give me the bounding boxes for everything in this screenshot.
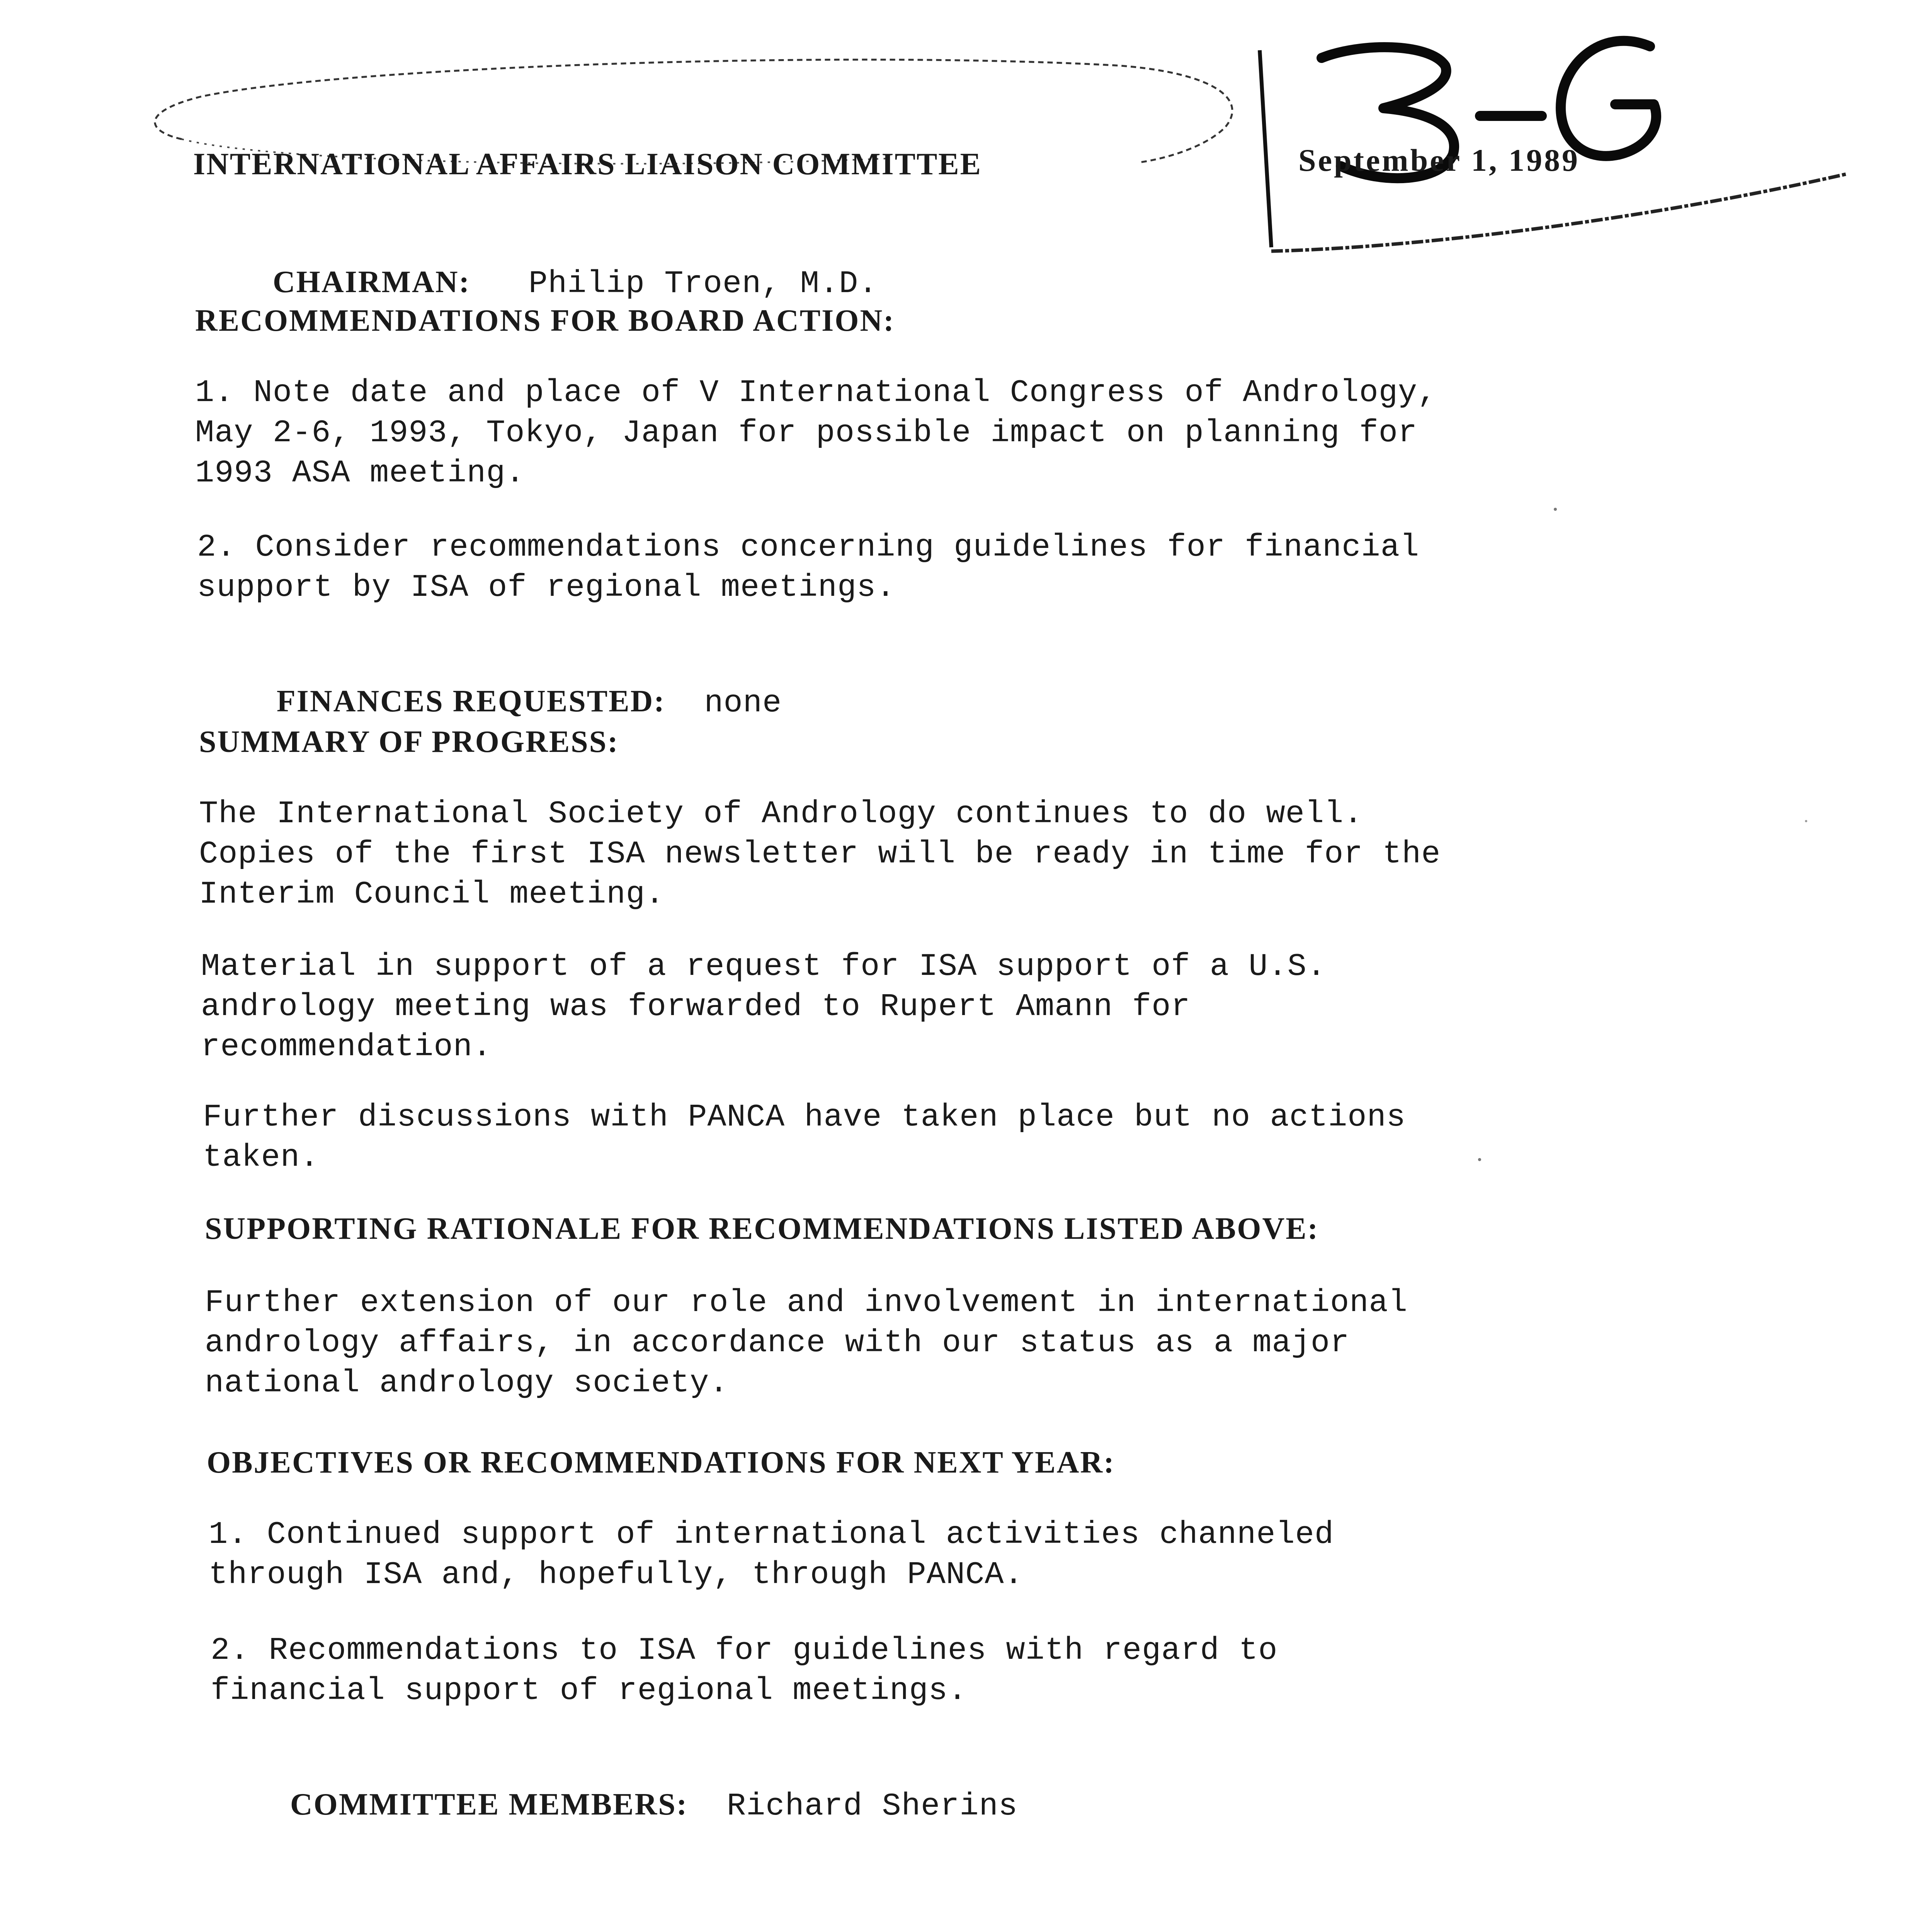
date-box-bottom: [1271, 174, 1847, 251]
board-recommendation-item: 2. Consider recommendations concerning guidelines for financial support by ISA of regional meetings.: [197, 529, 1420, 605]
committee-title: INTERNATIONAL AFFAIRS LIAISON COMMITTEE: [193, 147, 982, 181]
date-box-left: [1260, 50, 1271, 247]
objectives-item: 1. Continued support of international activities channeled through ISA and, hopefully, through PANCA.: [209, 1517, 1334, 1593]
objectives-item: 2. Recommendations to ISA for guidelines with regard to financial support of regional meetings.: [211, 1633, 1278, 1709]
board-recommendations-heading: RECOMMENDATIONS FOR BOARD ACTION:: [195, 304, 895, 338]
finances-label: FINANCES REQUESTED:: [276, 684, 665, 718]
summary-paragraph: Material in support of a request for ISA support of a U.S. andrology meeting was forwarded to Rupert Amann for recommendation.: [201, 949, 1327, 1065]
summary-paragraph: The International Society of Andrology continues to do well. Copies of the first ISA newsletter will be ready in time for the Interim Council meeting.: [199, 796, 1441, 912]
board-recommendation-item: 1. Note date and place of V International Congress of Andrology, May 2-6, 1993, Tokyo, Japan for possible impact on planning for 1993 ASA meeting.: [195, 375, 1437, 491]
members-value: Richard Sherins: [726, 1788, 1018, 1824]
chairman-label: CHAIRMAN:: [272, 265, 471, 299]
finances-value: none: [704, 685, 782, 721]
objectives-heading: OBJECTIVES OR RECOMMENDATIONS FOR NEXT YEAR:: [207, 1446, 1115, 1480]
members-row: [213, 1747, 1018, 1864]
chairman-name: Philip Troen, M.D.: [528, 266, 878, 302]
summary-heading: SUMMARY OF PROGRESS:: [199, 725, 619, 759]
members-label: COMMITTEE MEMBERS:: [290, 1787, 688, 1821]
rationale-paragraph: Further extension of our role and involvement in international andrology affairs, in accordance with our status as a major national andrology society.: [205, 1285, 1408, 1401]
rationale-heading: SUPPORTING RATIONALE FOR RECOMMENDATIONS LISTED ABOVE:: [205, 1212, 1319, 1246]
summary-paragraph: Further discussions with PANCA have taken place but no actions taken.: [203, 1099, 1406, 1175]
document-date: September 1, 1989: [1298, 143, 1580, 178]
